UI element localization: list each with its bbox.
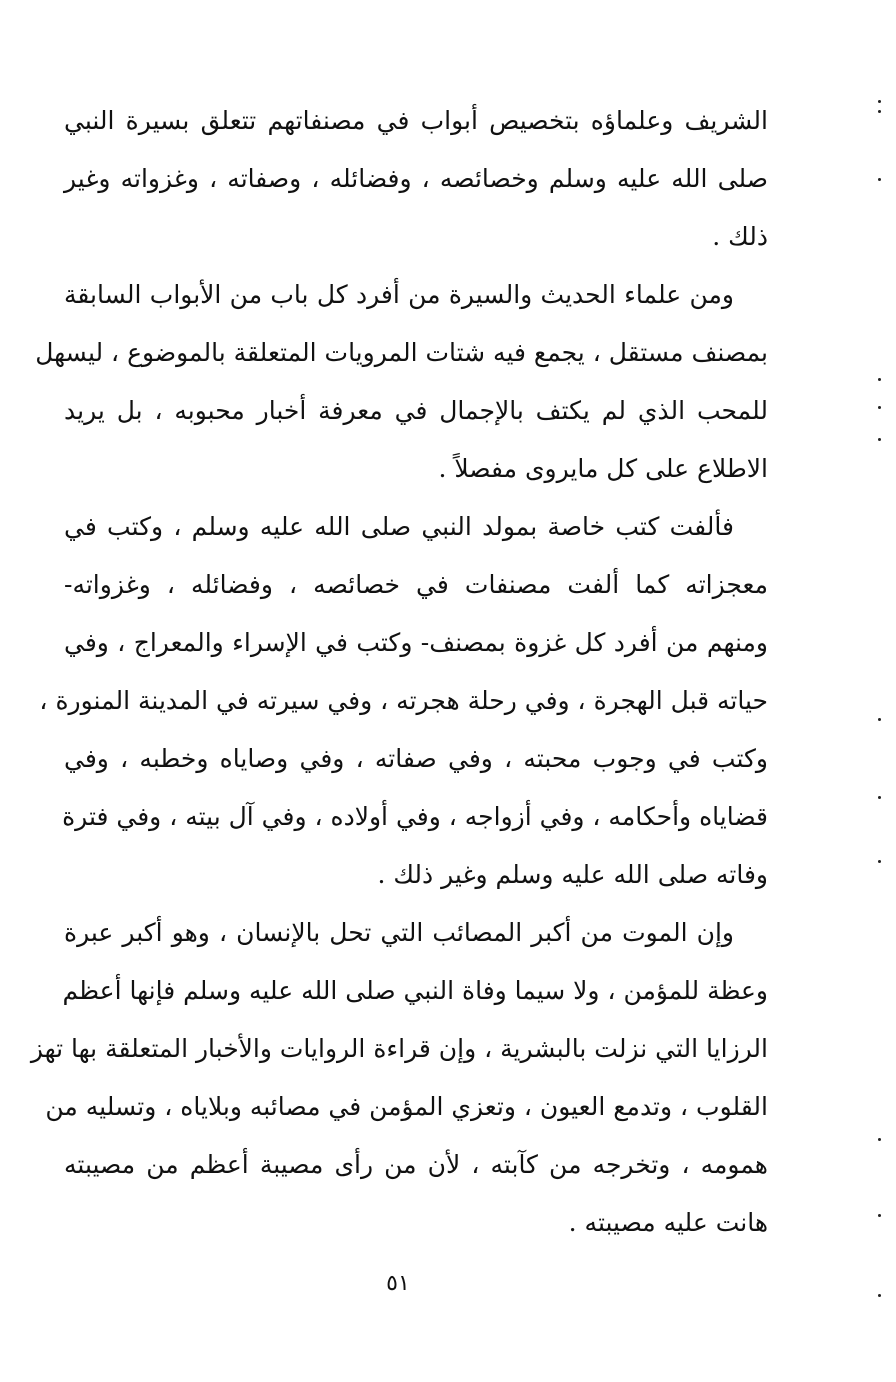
scan-dot bbox=[878, 378, 881, 381]
text-line: القلوب ، وتدمع العيون ، وتعزي المؤمن في مصائبه وبلاياه ، وتسليه من bbox=[45, 1092, 768, 1121]
body-text bbox=[30, 92, 768, 1252]
text-line: حياته قبل الهجرة ، وفي رحلة هجرته ، وفي سيرته في المدينة المنورة ، bbox=[39, 686, 768, 715]
text-line: وفاته صلى الله عليه وسلم وغير ذلك . bbox=[377, 860, 768, 889]
scan-dot bbox=[878, 178, 881, 181]
scan-dot bbox=[878, 718, 881, 721]
text-line: صلى الله عليه وسلم وخصائصه ، وفضائله ، وصفاته ، وغزواته وغير bbox=[64, 164, 768, 193]
scan-dot bbox=[878, 110, 881, 113]
scan-dot bbox=[878, 1214, 881, 1217]
text-line: ومن علماء الحديث والسيرة من أفرد كل باب من الأبواب السابقة bbox=[64, 280, 734, 309]
text-line: وعظة للمؤمن ، ولا سيما وفاة النبي صلى الله عليه وسلم فإنها أعظم bbox=[62, 976, 768, 1005]
text-line: الرزايا التي نزلت بالبشرية ، وإن قراءة الروايات والأخبار المتعلقة بها تهز bbox=[30, 1034, 768, 1063]
text-line: معجزاته كما ألفت مصنفات في خصائصه ، وفضائله ، وغزواته- bbox=[64, 570, 768, 599]
text-line: وكتب في وجوب محبته ، وفي صفاته ، وفي وصاياه وخطبه ، وفي bbox=[64, 744, 768, 773]
text-line: قضاياه وأحكامه ، وفي أزواجه ، وفي أولاده ، وفي آل بيته ، وفي فترة bbox=[62, 802, 768, 831]
scan-edge-marks bbox=[872, 0, 896, 1382]
paragraph-3 bbox=[39, 498, 768, 904]
text-line: الشريف وعلماؤه بتخصيص أبواب في مصنفاتهم تتعلق بسيرة النبي bbox=[64, 106, 768, 135]
text-line: للمحب الذي لم يكتف بالإجمال في معرفة أخبار محبوبه ، بل يريد bbox=[64, 396, 768, 425]
text-line: وإن الموت من أكبر المصائب التي تحل بالإنسان ، وهو أكبر عبرة bbox=[64, 918, 734, 947]
scan-dot bbox=[878, 860, 881, 863]
text-line: الاطلاع على كل مايروى مفصلاً . bbox=[438, 454, 768, 483]
scan-dot bbox=[878, 406, 881, 409]
text-line: ذلك . bbox=[712, 222, 768, 251]
text-line: همومه ، وتخرجه من كآبته ، لأن من رأى مصيبة أعظم من مصيبته bbox=[64, 1150, 768, 1179]
scan-dot bbox=[878, 1138, 881, 1141]
paragraph-4 bbox=[30, 904, 768, 1252]
scan-dot bbox=[878, 100, 881, 103]
scan-dot bbox=[878, 796, 881, 799]
scan-dot bbox=[878, 1294, 881, 1297]
text-line: بمصنف مستقل ، يجمع فيه شتات المرويات المتعلقة بالموضوع ، ليسهل bbox=[35, 338, 768, 367]
text-line: ومنهم من أفرد كل غزوة بمصنف- وكتب في الإسراء والمعراج ، وفي bbox=[64, 628, 768, 657]
scan-dot bbox=[878, 438, 881, 441]
paragraph-1 bbox=[64, 92, 768, 266]
page-number: ٥١ bbox=[386, 1271, 410, 1296]
text-line: هانت عليه مصيبته . bbox=[568, 1208, 768, 1237]
text-line: فألفت كتب خاصة بمولد النبي صلى الله عليه وسلم ، وكتب في bbox=[64, 512, 734, 541]
paragraph-2 bbox=[35, 266, 768, 498]
